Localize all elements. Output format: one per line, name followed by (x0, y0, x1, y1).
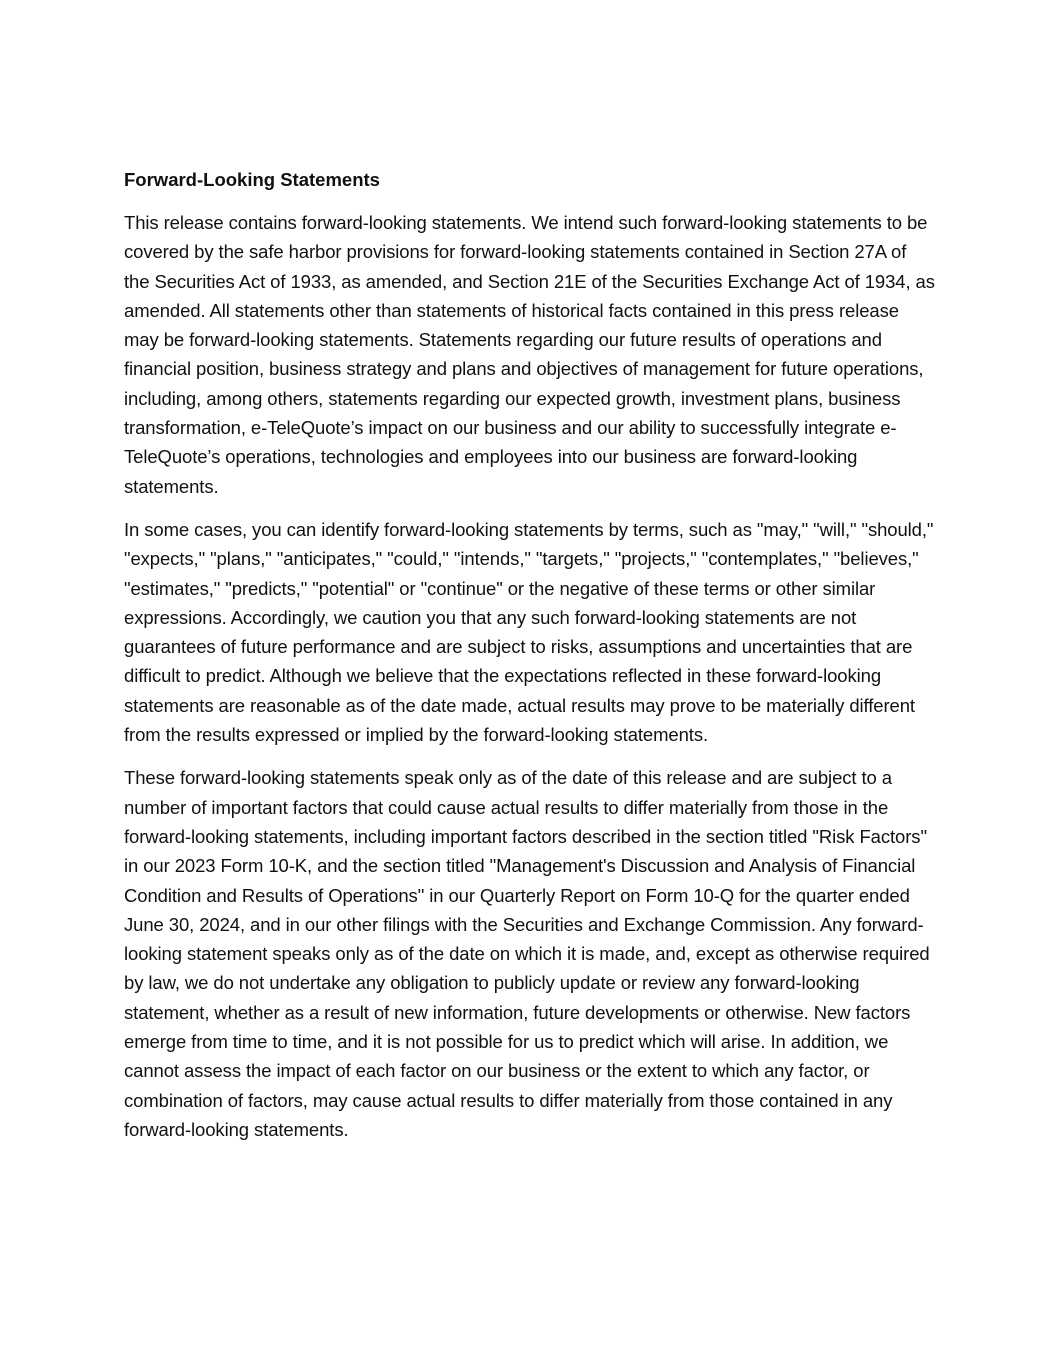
document-page (124, 166, 936, 1158)
section-heading: Forward-Looking Statements (124, 169, 380, 190)
paragraph-safe-harbor: This release contains forward-looking statements. We intend such forward-looking statements to be covered by the safe harbor provisions for forward-looking statements contained in Section 27A of the Securities Act of 1933, as amended, and Section 21E of the Securities Exchange Act of 1934, as amended. All statements other than statements of historical facts contained in this press release may be forward-looking statements. Statements regarding our future results of operations and financial position, business strategy and plans and objectives of management for future operations, including, among others, statements regarding our expected growth, investment plans, business transformation, e-TeleQuote’s impact on our business and our ability to successfully integrate e-TeleQuote’s operations, technologies and employees into our business are forward-looking statements. (124, 212, 935, 497)
paragraph-identifying-terms: In some cases, you can identify forward-looking statements by terms, such as "may," "will," "should," "expects," "plans," "anticipates," "could," "intends," "targets," "projects," "contemplates," "believes," "estimates," "predicts," "potential" or "continue" or the negative of these terms or other similar expressions. Accordingly, we caution you that any such forward-looking statements are not guarantees of future performance and are subject to risks, assumptions and uncertainties that are difficult to predict. Although we believe that the expectations reflected in these forward-looking statements are reasonable as of the date made, actual results may prove to be materially different from the results expressed or implied by the forward-looking statements. (124, 518, 934, 746)
paragraph-risk-factors: These forward-looking statements speak only as of the date of this release and are subject to a number of important factors that could cause actual results to differ materially from those in the forward-looking statements, including important factors described in the section titled "Risk Factors" in our 2023 Form 10-K, and the section titled "Management's Discussion and Analysis of Financial Condition and Results of Operations" in our Quarterly Report on Form 10-Q for the quarter ended June 30, 2024, and in our other filings with the Securities and Exchange Commission. Any forward-looking statement speaks only as of the date on which it is made, and, except as otherwise required by law, we do not undertake any obligation to publicly update or review any forward-looking statement, whether as a result of new information, future developments or otherwise. New factors emerge from time to time, and it is not possible for us to predict which will arise. In addition, we cannot assess the impact of each factor on our business or the extent to which any factor, or combination of factors, may cause actual results to differ materially from those contained in any forward-looking statements. (124, 767, 930, 1140)
